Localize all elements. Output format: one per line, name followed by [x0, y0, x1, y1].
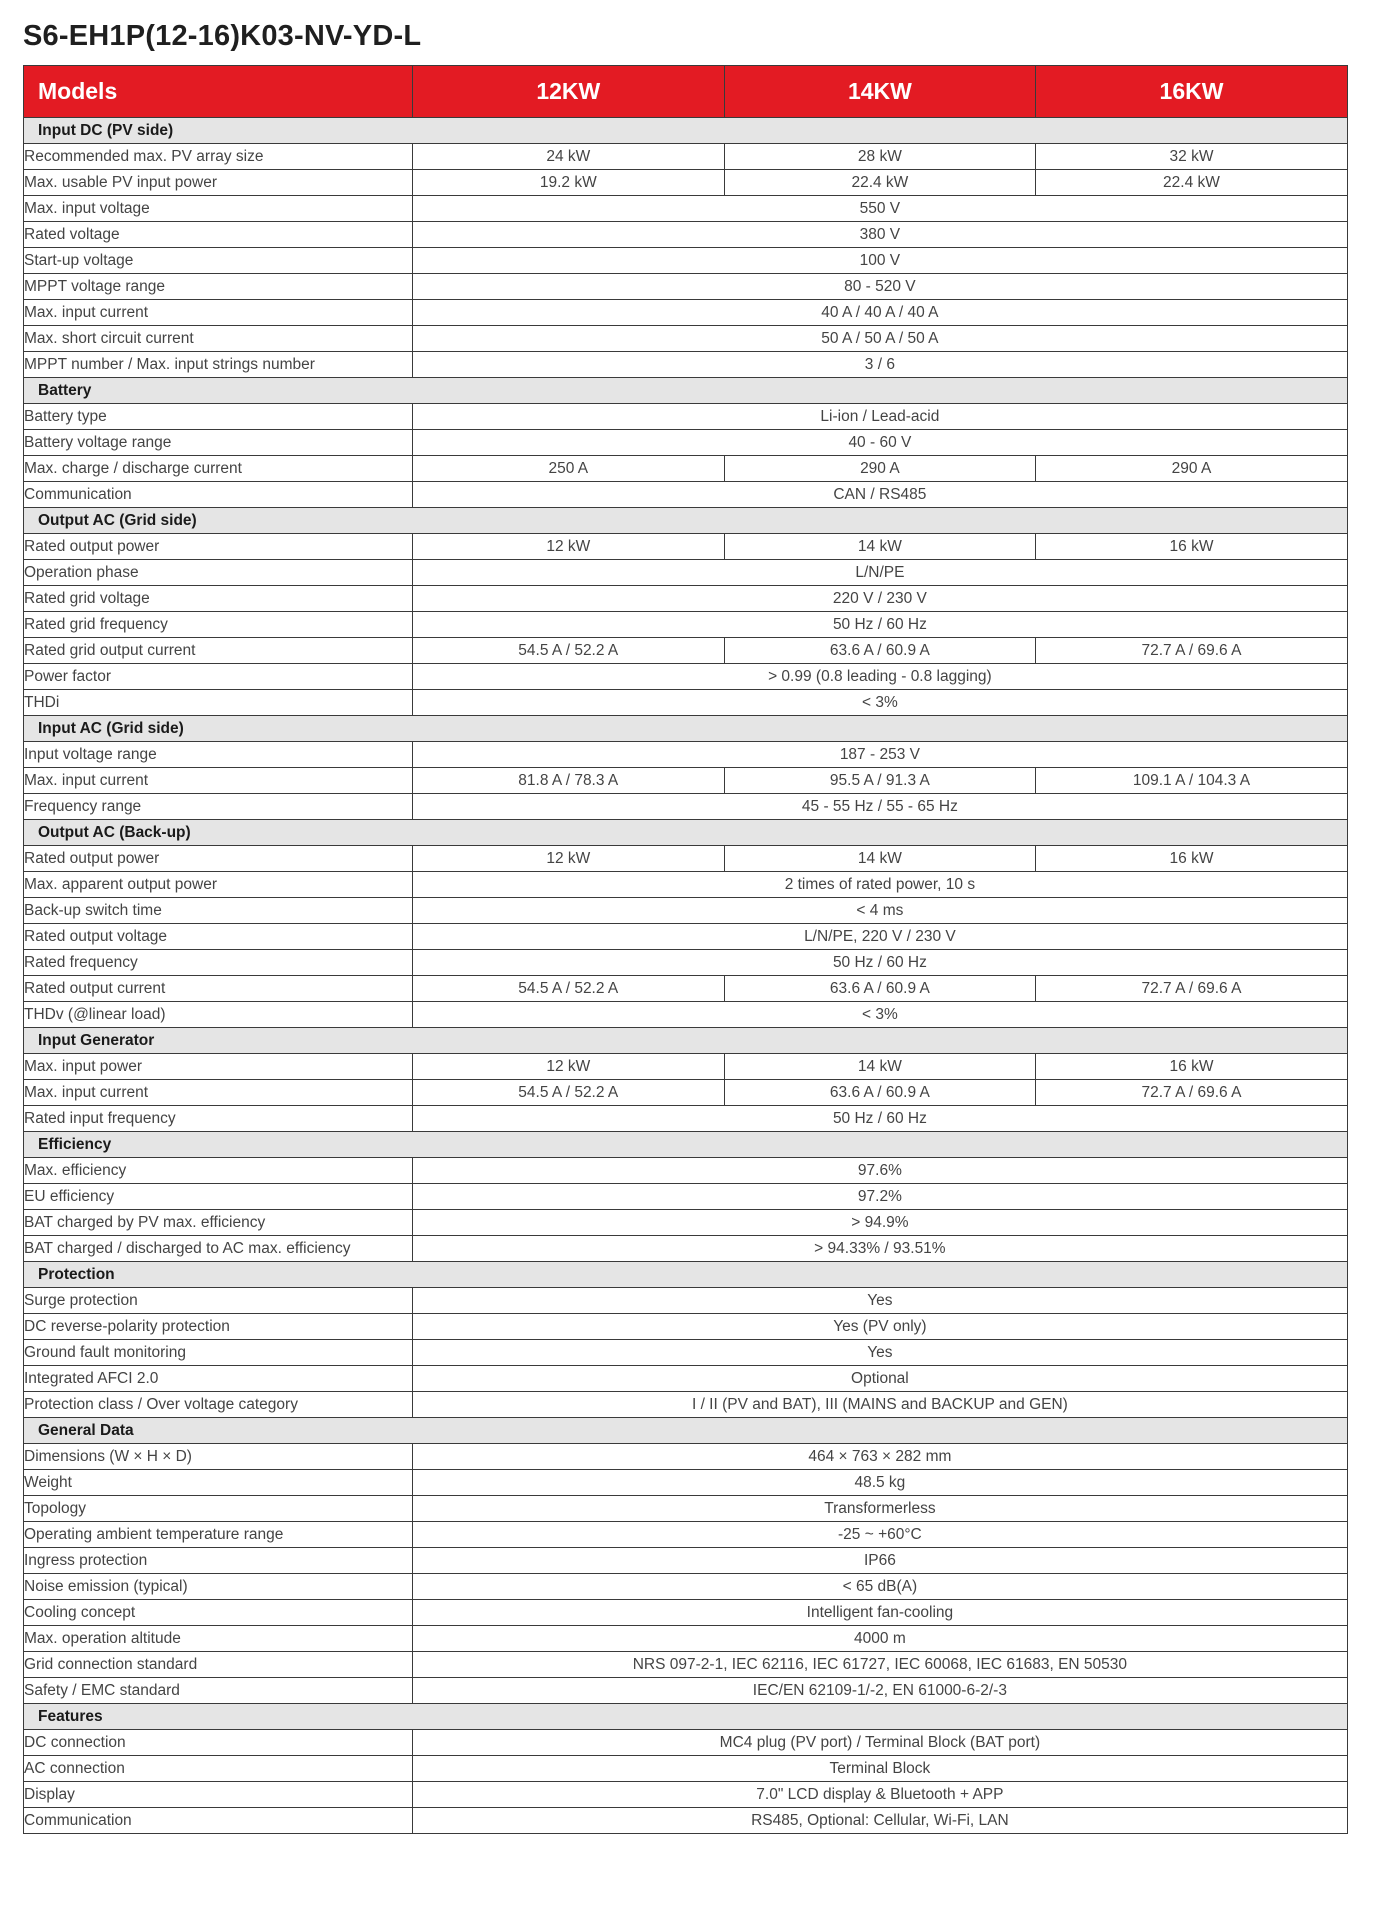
row-label: Max. input current [24, 300, 413, 326]
section-title: Input DC (PV side) [24, 118, 1348, 144]
row-value: Optional [413, 1366, 1348, 1392]
row-value: 50 Hz / 60 Hz [413, 612, 1348, 638]
row-label: Max. short circuit current [24, 326, 413, 352]
row-label: Dimensions (W × H × D) [24, 1444, 413, 1470]
row-label: Frequency range [24, 794, 413, 820]
section-header-row [24, 1418, 1348, 1444]
table-row [24, 638, 1348, 664]
row-label: Rated input frequency [24, 1106, 413, 1132]
row-value: 28 kW [724, 144, 1036, 170]
section-title: Input AC (Grid side) [24, 716, 1348, 742]
table-row [24, 1730, 1348, 1756]
row-label: Noise emission (typical) [24, 1574, 413, 1600]
table-row [24, 1366, 1348, 1392]
row-label: Weight [24, 1470, 413, 1496]
row-label: Battery voltage range [24, 430, 413, 456]
row-value: 12 kW [413, 534, 725, 560]
table-row [24, 1574, 1348, 1600]
row-value: 45 - 55 Hz / 55 - 65 Hz [413, 794, 1348, 820]
row-label: Operating ambient temperature range [24, 1522, 413, 1548]
row-value: 63.6 A / 60.9 A [724, 638, 1036, 664]
row-value: 19.2 kW [413, 170, 725, 196]
table-row [24, 352, 1348, 378]
table-row [24, 534, 1348, 560]
row-value: 220 V / 230 V [413, 586, 1348, 612]
table-row [24, 924, 1348, 950]
row-label: Max. input current [24, 768, 413, 794]
row-label: BAT charged / discharged to AC max. efficiency [24, 1236, 413, 1262]
table-row [24, 430, 1348, 456]
row-label: Protection class / Over voltage category [24, 1392, 413, 1418]
row-value: < 4 ms [413, 898, 1348, 924]
row-label: Rated output current [24, 976, 413, 1002]
row-label: Communication [24, 1808, 413, 1834]
table-row [24, 482, 1348, 508]
table-row [24, 872, 1348, 898]
table-row [24, 248, 1348, 274]
section-header-row [24, 118, 1348, 144]
table-row [24, 1470, 1348, 1496]
row-value: 464 × 763 × 282 mm [413, 1444, 1348, 1470]
table-row [24, 976, 1348, 1002]
row-value: 14 kW [724, 1054, 1036, 1080]
row-value: 3 / 6 [413, 352, 1348, 378]
row-value: 2 times of rated power, 10 s [413, 872, 1348, 898]
spec-table [23, 65, 1348, 1834]
section-title: Output AC (Grid side) [24, 508, 1348, 534]
row-value: Yes [413, 1340, 1348, 1366]
table-row [24, 612, 1348, 638]
table-row [24, 300, 1348, 326]
section-title: Efficiency [24, 1132, 1348, 1158]
row-value: 72.7 A / 69.6 A [1036, 638, 1348, 664]
row-value: 100 V [413, 248, 1348, 274]
row-value: 12 kW [413, 1054, 725, 1080]
row-value: 109.1 A / 104.3 A [1036, 768, 1348, 794]
row-value: 14 kW [724, 846, 1036, 872]
row-value: MC4 plug (PV port) / Terminal Block (BAT port) [413, 1730, 1348, 1756]
row-label: Communication [24, 482, 413, 508]
table-row [24, 404, 1348, 430]
row-label: DC connection [24, 1730, 413, 1756]
row-value: Yes (PV only) [413, 1314, 1348, 1340]
row-value: < 3% [413, 1002, 1348, 1028]
table-row [24, 1002, 1348, 1028]
table-row [24, 1756, 1348, 1782]
row-label: Rated frequency [24, 950, 413, 976]
row-value: Yes [413, 1288, 1348, 1314]
row-value: 40 - 60 V [413, 430, 1348, 456]
row-label: Display [24, 1782, 413, 1808]
table-row [24, 1548, 1348, 1574]
row-label: Cooling concept [24, 1600, 413, 1626]
row-value: 290 A [724, 456, 1036, 482]
row-value: 550 V [413, 196, 1348, 222]
row-label: Rated voltage [24, 222, 413, 248]
table-row [24, 742, 1348, 768]
row-value: 50 Hz / 60 Hz [413, 950, 1348, 976]
row-value: 380 V [413, 222, 1348, 248]
section-title: Features [24, 1704, 1348, 1730]
table-row [24, 898, 1348, 924]
row-label: Ground fault monitoring [24, 1340, 413, 1366]
table-row [24, 170, 1348, 196]
section-header-row [24, 716, 1348, 742]
table-row [24, 326, 1348, 352]
row-value: 54.5 A / 52.2 A [413, 1080, 725, 1106]
table-row [24, 1158, 1348, 1184]
row-value: 63.6 A / 60.9 A [724, 1080, 1036, 1106]
row-label: Safety / EMC standard [24, 1678, 413, 1704]
row-value: < 3% [413, 690, 1348, 716]
table-row [24, 1184, 1348, 1210]
page-title: S6-EH1P(12-16)K03-NV-YD-L [23, 20, 422, 52]
row-label: Topology [24, 1496, 413, 1522]
row-value: 97.2% [413, 1184, 1348, 1210]
row-label: Battery type [24, 404, 413, 430]
row-value: 40 A / 40 A / 40 A [413, 300, 1348, 326]
row-value: IEC/EN 62109-1/-2, EN 61000-6-2/-3 [413, 1678, 1348, 1704]
table-row [24, 1054, 1348, 1080]
model-16kw-header: 16KW [1036, 66, 1348, 118]
row-value: Terminal Block [413, 1756, 1348, 1782]
row-label: Max. input current [24, 1080, 413, 1106]
table-row [24, 1600, 1348, 1626]
table-row [24, 1444, 1348, 1470]
section-header-row [24, 508, 1348, 534]
row-label: Rated grid frequency [24, 612, 413, 638]
row-value: 22.4 kW [1036, 170, 1348, 196]
row-value: 72.7 A / 69.6 A [1036, 1080, 1348, 1106]
table-row [24, 846, 1348, 872]
table-row [24, 1314, 1348, 1340]
row-label: AC connection [24, 1756, 413, 1782]
section-title: Protection [24, 1262, 1348, 1288]
row-value: 7.0" LCD display & Bluetooth + APP [413, 1782, 1348, 1808]
row-value: RS485, Optional: Cellular, Wi-Fi, LAN [413, 1808, 1348, 1834]
row-value: 50 Hz / 60 Hz [413, 1106, 1348, 1132]
row-label: DC reverse-polarity protection [24, 1314, 413, 1340]
row-label: Rated grid voltage [24, 586, 413, 612]
table-row [24, 1626, 1348, 1652]
row-value: 54.5 A / 52.2 A [413, 638, 725, 664]
row-value: 97.6% [413, 1158, 1348, 1184]
table-row [24, 1678, 1348, 1704]
row-label: Recommended max. PV array size [24, 144, 413, 170]
row-value: 290 A [1036, 456, 1348, 482]
table-row [24, 456, 1348, 482]
row-value: 14 kW [724, 534, 1036, 560]
section-header-row [24, 1132, 1348, 1158]
row-value: 16 kW [1036, 534, 1348, 560]
row-value: -25 ~ +60°C [413, 1522, 1348, 1548]
row-value: 24 kW [413, 144, 725, 170]
row-value: 22.4 kW [724, 170, 1036, 196]
row-value: 187 - 253 V [413, 742, 1348, 768]
row-value: > 94.33% / 93.51% [413, 1236, 1348, 1262]
row-label: Start-up voltage [24, 248, 413, 274]
row-value: 12 kW [413, 846, 725, 872]
row-label: BAT charged by PV max. efficiency [24, 1210, 413, 1236]
model-14kw-header: 14KW [724, 66, 1036, 118]
row-label: Integrated AFCI 2.0 [24, 1366, 413, 1392]
row-value: 54.5 A / 52.2 A [413, 976, 725, 1002]
row-value: CAN / RS485 [413, 482, 1348, 508]
row-value: 72.7 A / 69.6 A [1036, 976, 1348, 1002]
table-row [24, 1080, 1348, 1106]
row-label: MPPT voltage range [24, 274, 413, 300]
model-12kw-header: 12KW [413, 66, 725, 118]
table-row [24, 690, 1348, 716]
row-value: 16 kW [1036, 846, 1348, 872]
row-value: L/N/PE, 220 V / 230 V [413, 924, 1348, 950]
row-label: EU efficiency [24, 1184, 413, 1210]
table-row [24, 1522, 1348, 1548]
section-title: Output AC (Back-up) [24, 820, 1348, 846]
row-value: 80 - 520 V [413, 274, 1348, 300]
row-label: Ingress protection [24, 1548, 413, 1574]
row-value: NRS 097-2-1, IEC 62116, IEC 61727, IEC 60068, IEC 61683, EN 50530 [413, 1652, 1348, 1678]
section-header-row [24, 378, 1348, 404]
row-value: IP66 [413, 1548, 1348, 1574]
row-value: 16 kW [1036, 1054, 1348, 1080]
row-label: Rated output voltage [24, 924, 413, 950]
row-value: L/N/PE [413, 560, 1348, 586]
row-label: Rated output power [24, 846, 413, 872]
table-row [24, 1288, 1348, 1314]
row-value: Transformerless [413, 1496, 1348, 1522]
section-title: Battery [24, 378, 1348, 404]
row-value: 32 kW [1036, 144, 1348, 170]
table-header-row [24, 66, 1348, 118]
row-label: Max. operation altitude [24, 1626, 413, 1652]
row-label: Max. efficiency [24, 1158, 413, 1184]
row-label: Rated output power [24, 534, 413, 560]
section-title: General Data [24, 1418, 1348, 1444]
table-row [24, 1210, 1348, 1236]
row-value: Li-ion / Lead-acid [413, 404, 1348, 430]
row-label: Max. apparent output power [24, 872, 413, 898]
section-title: Input Generator [24, 1028, 1348, 1054]
row-label: Max. charge / discharge current [24, 456, 413, 482]
table-row [24, 586, 1348, 612]
section-header-row [24, 1028, 1348, 1054]
row-label: Input voltage range [24, 742, 413, 768]
table-row [24, 196, 1348, 222]
table-row [24, 1106, 1348, 1132]
section-header-row [24, 1262, 1348, 1288]
row-label: Back-up switch time [24, 898, 413, 924]
row-value: 4000 m [413, 1626, 1348, 1652]
row-label: Surge protection [24, 1288, 413, 1314]
row-value: 63.6 A / 60.9 A [724, 976, 1036, 1002]
row-value: 81.8 A / 78.3 A [413, 768, 725, 794]
table-row [24, 1236, 1348, 1262]
table-row [24, 768, 1348, 794]
table-row [24, 1496, 1348, 1522]
table-row [24, 144, 1348, 170]
table-row [24, 222, 1348, 248]
section-header-row [24, 1704, 1348, 1730]
row-label: THDv (@linear load) [24, 1002, 413, 1028]
row-value: 95.5 A / 91.3 A [724, 768, 1036, 794]
row-label: THDi [24, 690, 413, 716]
row-label: Max. input power [24, 1054, 413, 1080]
table-row [24, 1392, 1348, 1418]
row-value: 48.5 kg [413, 1470, 1348, 1496]
table-row [24, 794, 1348, 820]
row-value: Intelligent fan-cooling [413, 1600, 1348, 1626]
row-value: 250 A [413, 456, 725, 482]
row-value: 50 A / 50 A / 50 A [413, 326, 1348, 352]
row-value: < 65 dB(A) [413, 1574, 1348, 1600]
table-row [24, 1808, 1348, 1834]
models-header: Models [24, 66, 413, 118]
row-label: Operation phase [24, 560, 413, 586]
row-value: > 0.99 (0.8 leading - 0.8 lagging) [413, 664, 1348, 690]
table-row [24, 274, 1348, 300]
row-label: Grid connection standard [24, 1652, 413, 1678]
table-row [24, 560, 1348, 586]
row-value: > 94.9% [413, 1210, 1348, 1236]
table-row [24, 664, 1348, 690]
section-header-row [24, 820, 1348, 846]
row-label: Rated grid output current [24, 638, 413, 664]
table-row [24, 1782, 1348, 1808]
row-label: Max. usable PV input power [24, 170, 413, 196]
table-row [24, 950, 1348, 976]
table-row [24, 1340, 1348, 1366]
row-value: I / II (PV and BAT), III (MAINS and BACKUP and GEN) [413, 1392, 1348, 1418]
row-label: Max. input voltage [24, 196, 413, 222]
row-label: Power factor [24, 664, 413, 690]
table-row [24, 1652, 1348, 1678]
row-label: MPPT number / Max. input strings number [24, 352, 413, 378]
